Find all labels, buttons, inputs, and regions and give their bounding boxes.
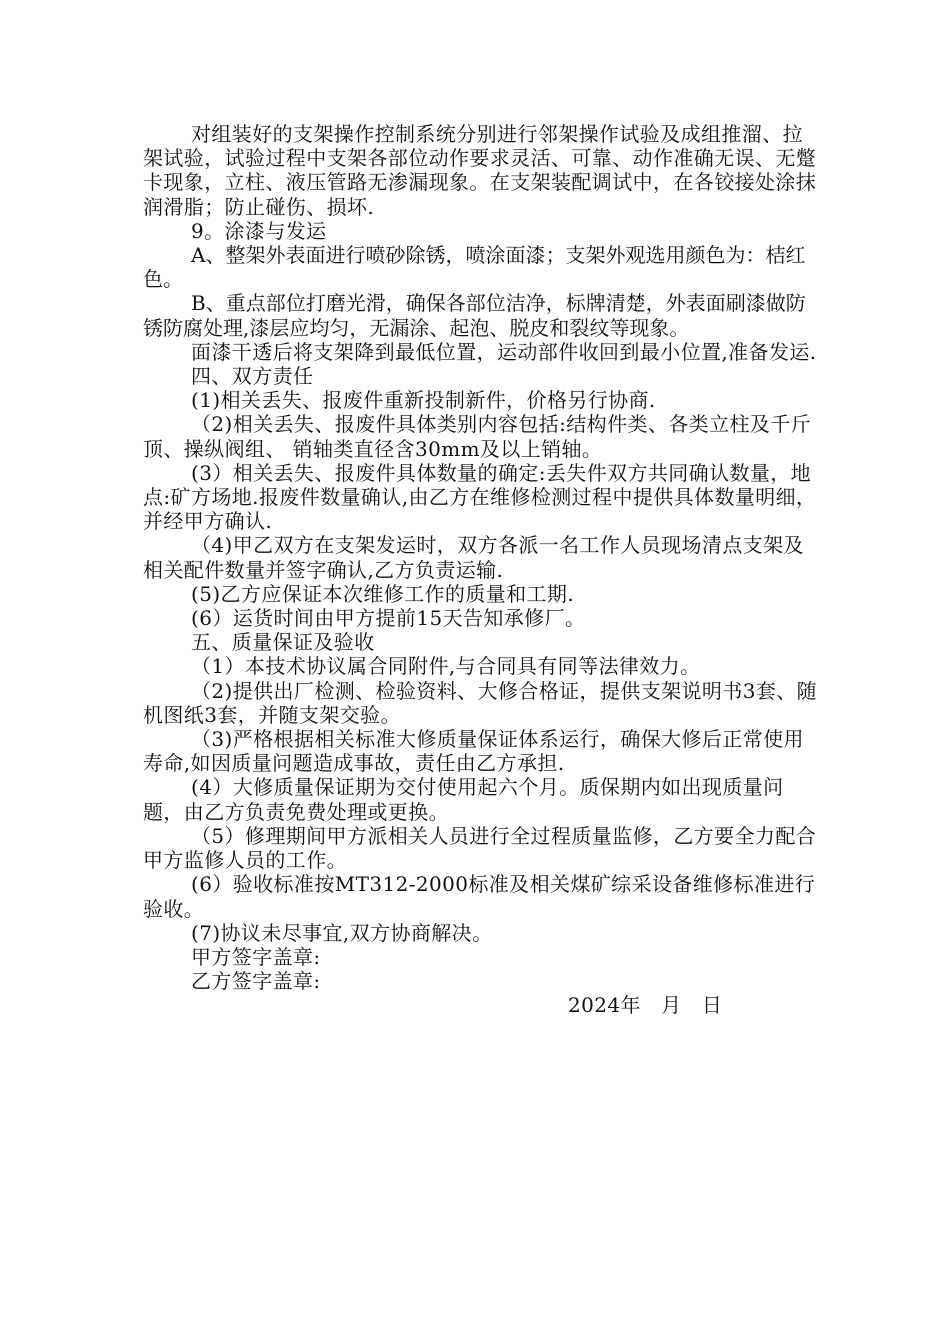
heading-painting-shipping: 9。涂漆与发运 (191, 218, 327, 243)
signature-party-b: 乙方签字盖章: (191, 969, 321, 994)
paragraph-topcoat-dry: 面漆干透后将支架降到最低位置，运动部件收回到最小位置,准备发运. (191, 339, 817, 364)
heading-quality-acceptance: 五、质量保证及验收 (191, 630, 375, 655)
paragraph-resp-5: (5)乙方应保证本次维修工作的质量和工期. (191, 581, 575, 606)
paragraph-quality-5: （5）修理期间甲方派相关人员进行全过程质量监修，乙方要全力配合甲方监修人员的工作。 (143, 823, 817, 873)
paragraph-quality-1: （1）本技术协议属合同附件,与合同具有同等法律效力。 (191, 654, 701, 679)
signature-party-a: 甲方签字盖章: (191, 944, 321, 969)
paragraph-quality-7: (7)协议未尽事宜,双方协商解决。 (191, 920, 493, 945)
paragraph-resp-1: (1)相关丢失、报废件重新投制新件，价格另行协商. (191, 388, 656, 413)
paragraph-quality-2: （2)提供出厂检测、检验资料、大修合格证，提供支架说明书3套、随机图纸3套，并随支架交验。 (143, 678, 818, 727)
paragraph-quality-3: （3)严格根据相关标准大修质量保证体系运行，确保大修后正常使用寿命,如因质量问题造成事故，责任由乙方承担. (143, 727, 804, 776)
document-body (143, 122, 823, 1018)
paragraph-quality-6: (6）验收标准按MT312-2000标准及相关煤矿综采设备维修标准进行验收。 (143, 872, 816, 921)
paragraph-quality-4: (4）大修质量保证期为交付使用起六个月。质保期内如出现质量问题，由乙方负责免费处理或更换。 (143, 775, 784, 824)
paragraph-resp-6: (6）运货时间由甲方提前15天告知承修厂。 (191, 606, 586, 631)
heading-responsibilities: 四、双方责任 (191, 364, 314, 389)
paragraph-resp-2: （2)相关丢失、报废件具体类别内容包括:结构件类、各类立柱及千斤顶、操纵阀组、 销轴类直径含30mm及以上销轴。 (143, 412, 812, 461)
paragraph-assembly-test: 对组装好的支架操作控制系统分别进行邻架操作试验及成组推溜、拉架试验，试验过程中支架各部位动作要求灵活、可靠、动作准确无误、无蹩卡现象，立柱、液压管路无渗漏现象。在支架装配调试中，在各铰接处涂抹润滑脂；防止碰伤、损坏. (143, 122, 817, 219)
paragraph-painting-a: A、整架外表面进行喷砂除锈，喷涂面漆；支架外观选用颜色为：桔红色。 (143, 243, 806, 292)
paragraph-resp-4: （4)甲乙双方在支架发运时，双方各派一名工作人员现场清点支架及相关配件数量并签字确认,乙方负责运输. (143, 533, 804, 582)
paragraph-painting-b: B、重点部位打磨光滑，确保各部位洁净，标牌清楚，外表面刷漆做防锈防腐处理,漆层应均匀，无漏涂、起泡、脱皮和裂纹等现象。 (143, 291, 806, 340)
date-line: 2024年 月 日 (568, 993, 723, 1018)
paragraph-resp-3: (3）相关丢失、报废件具体数量的确定:丢失件双方共同确认数量，地点:矿方场地.报废件数量确认,由乙方在维修检测过程中提供具体数量明细，并经甲方确认. (143, 460, 817, 534)
